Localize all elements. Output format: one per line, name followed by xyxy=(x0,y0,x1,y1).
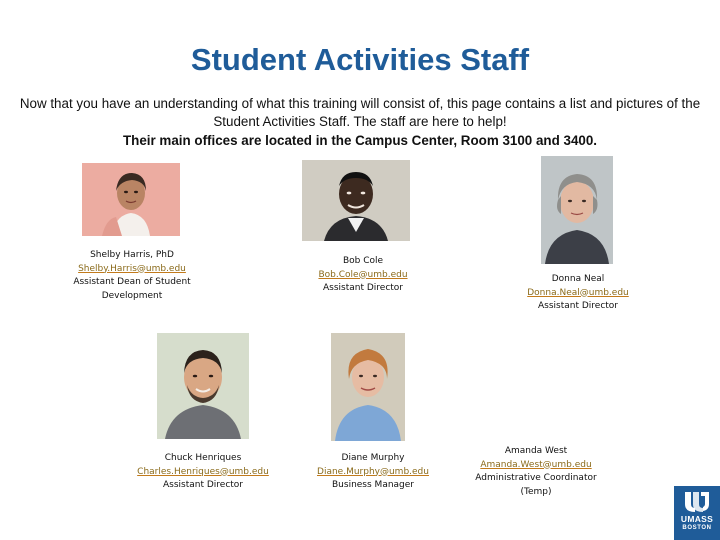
staff-email-link[interactable]: Bob.Cole@umb.edu xyxy=(318,269,408,280)
staff-role: Assistant Director xyxy=(322,283,403,293)
logo-text-boston: BOSTON xyxy=(682,525,712,531)
staff-photo-chuck-henriques xyxy=(157,333,249,439)
staff-card-bob-cole xyxy=(283,255,443,296)
staff-photo-bob-cole xyxy=(302,160,410,241)
staff-role: Assistant Dean of Student Development xyxy=(73,277,191,301)
staff-email-link[interactable]: Charles.Henriques@umb.edu xyxy=(137,466,269,477)
staff-card-amanda-west xyxy=(456,445,616,499)
staff-name: Diane Murphy xyxy=(341,453,405,463)
office-location-line: Their main offices are located in the Campus Center, Room 3100 and 3400. xyxy=(122,133,598,148)
staff-photo-donna-neal xyxy=(541,156,613,264)
staff-name: Chuck Henriques xyxy=(164,453,242,463)
staff-photo-shelby-harris xyxy=(82,163,180,236)
staff-card-diane-murphy xyxy=(293,452,453,493)
staff-name: Bob Cole xyxy=(342,256,384,266)
staff-role: Administrative Coordinator (Temp) xyxy=(475,473,597,497)
staff-role: Assistant Director xyxy=(537,301,618,311)
staff-role: Assistant Director xyxy=(162,480,243,490)
staff-photo-diane-murphy xyxy=(331,333,405,441)
intro-text xyxy=(10,95,710,150)
staff-name: Donna Neal xyxy=(551,274,605,284)
staff-email-link[interactable]: Donna.Neal@umb.edu xyxy=(527,287,629,298)
umass-boston-logo xyxy=(674,486,720,540)
staff-email-link[interactable]: Diane.Murphy@umb.edu xyxy=(317,466,429,477)
staff-name: Amanda West xyxy=(504,446,568,456)
staff-card-chuck-henriques xyxy=(123,452,283,493)
staff-email-link[interactable]: Amanda.West@umb.edu xyxy=(480,459,592,470)
page-title: Student Activities Staff xyxy=(190,42,530,77)
staff-card-shelby-harris xyxy=(52,249,212,303)
staff-name: Shelby Harris, PhD xyxy=(90,250,174,260)
umass-logo-icon xyxy=(683,490,711,512)
staff-card-donna-neal xyxy=(498,273,658,314)
logo-text-umass: UMASS xyxy=(680,514,714,524)
staff-role: Business Manager xyxy=(332,480,414,490)
staff-email-link[interactable]: Shelby.Harris@umb.edu xyxy=(78,263,186,274)
intro-line: Now that you have an understanding of what this training will consist of, this page contains a list and pictures of the Student Activities Staff. The staff are here to help! xyxy=(19,96,701,129)
